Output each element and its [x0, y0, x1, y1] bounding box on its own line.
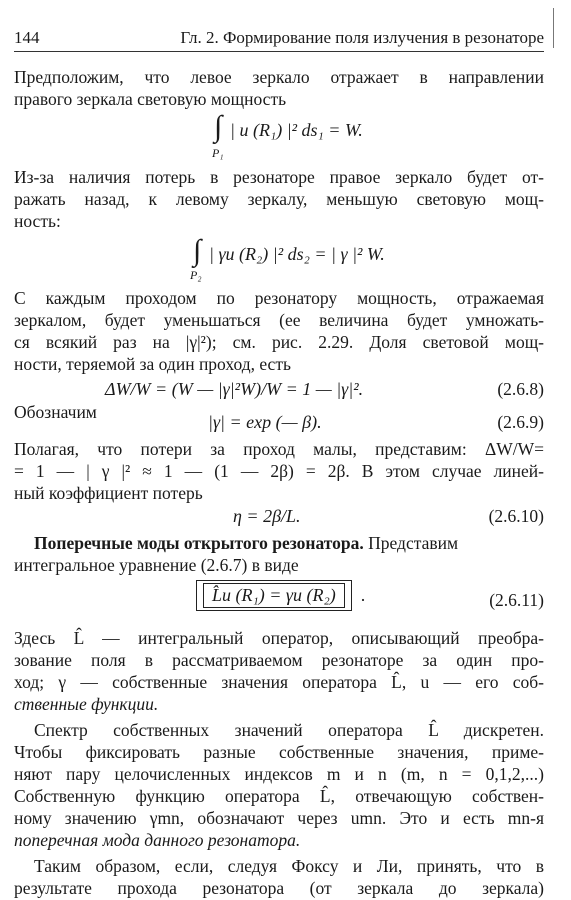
text-line: ность: — [14, 211, 61, 231]
section-title-continuation: Представим — [363, 533, 459, 553]
text-line: Таким образом, если, следуя Фоксу и Ли, принять, что в — [34, 856, 544, 876]
equation-body: | u (R₁) |² ds₁ = W. — [230, 120, 363, 140]
equation-number: (2.6.9) — [497, 412, 544, 432]
integral-sign: ∫ — [193, 234, 202, 267]
section-heading-line — [34, 532, 544, 554]
text-line: С каждым проходом по резонатору мощность, отражаемая — [14, 288, 544, 308]
equation-number: (2.6.10) — [488, 506, 544, 526]
text-line: результате прохода резонатора (от зеркала до зеркала) — [14, 878, 544, 898]
text-line: Из-за наличия потерь в резонаторе правое зеркало будет от- — [14, 167, 544, 187]
running-title: Гл. 2. Формирование поля излучения в резонаторе — [180, 28, 544, 47]
integral-limit: P₂ — [190, 268, 202, 282]
text-line: ход; γ — собственные значения оператора L̂, u — его соб- — [14, 672, 544, 692]
equation-2-6-8: ΔW/W = (W — |γ|²W)/W = 1 — |γ|². — [105, 379, 364, 399]
text-line: поперечная мода данного резонатора. — [14, 830, 301, 850]
text-line: = 1 — | γ |² ≈ 1 — (1 — 2β) = 2β. В этом случае линей- — [14, 461, 544, 481]
text-line: Чтобы фиксировать разные собственные значения, приме- — [14, 742, 544, 762]
text-line: Обозначим — [14, 402, 97, 422]
text-line: ному значению γmn, обозначают через umn. Это и есть mn-я — [14, 808, 544, 828]
text-line: ся всякий раз на |γ|²); см. рис. 2.29. Доля световой мощ- — [14, 332, 544, 352]
page-number: 144 — [14, 28, 40, 47]
equation-2-6-9: |γ| = exp (— β). — [208, 412, 322, 432]
text-line: няют пару целочисленных индексов m и n (m, n = 0,1,2,...) — [14, 764, 544, 784]
equation-trail-dot: · — [360, 590, 366, 610]
equation-number: (2.6.11) — [489, 590, 544, 610]
equation-2-6-11-box — [196, 580, 352, 611]
section-title: Поперечные моды открытого резонатора. — [34, 533, 364, 553]
text-line: интегральное уравнение (2.6.7) в виде — [14, 555, 299, 575]
text-line: Здесь L̂ — интегральный оператор, описывающий преобра- — [14, 628, 544, 648]
text-line: ражать назад, к левому зеркалу, меньшую световую мощ- — [14, 189, 544, 209]
text-line: ный коэффициент потерь — [14, 483, 203, 503]
text-line: ности, теряемой за один проход, есть — [14, 354, 291, 374]
text-line: Предположим, что левое зеркало отражает в направлении — [14, 67, 544, 87]
equation-number: (2.6.8) — [497, 379, 544, 399]
equation-body: | γu (R₂) |² ds₂ = | γ |² W. — [209, 244, 385, 264]
text-line: Полагая, что потери за проход малы, представим: ΔW/W= — [14, 439, 544, 459]
text-line: правого зеркала световую мощность — [14, 89, 287, 109]
running-header — [14, 24, 544, 50]
integral-sign: ∫ — [214, 110, 223, 143]
equation-2-6-11: L̂u (R₁) = γu (R₂) — [203, 583, 345, 608]
text-line: Спектр собственных значений оператора L̂ дискретен. — [34, 720, 544, 740]
text-line: зование поля в рассматриваемом резонаторе за один про- — [14, 650, 544, 670]
equation-2-6-10: η = 2β/L. — [233, 506, 301, 526]
page-edge-line — [553, 8, 554, 48]
text-line: Собственную функцию оператора L̂, отвечающую собствен- — [14, 786, 544, 806]
integral-limit: P₁ — [212, 146, 224, 160]
header-rule — [14, 51, 544, 52]
text-line: зеркалом, будет уменьшаться (ее величина будет умножать- — [14, 310, 544, 330]
text-line: ственные функции. — [14, 694, 159, 714]
